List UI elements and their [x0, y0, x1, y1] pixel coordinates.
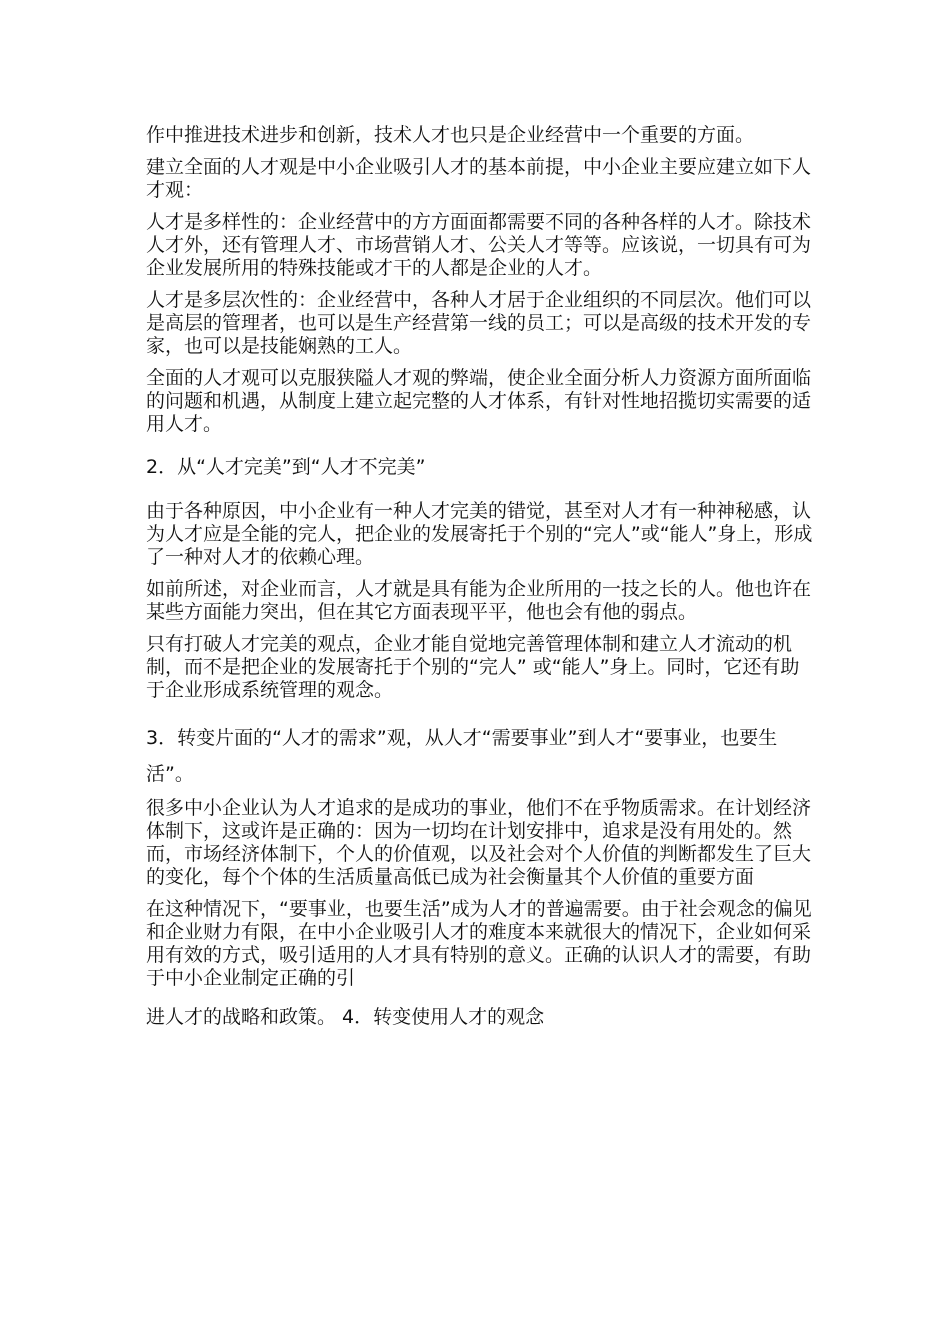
- paragraph: 如前所述，对企业而言，人才就是具有能为企业所用的一技之长的人。他也许在某些方面能力突出，但在其它方面表现平平，他也会有他的弱点。: [146, 578, 812, 623]
- paragraph: 作中推进技术进步和创新，技术人才也只是企业经营中一个重要的方面。: [146, 124, 755, 146]
- paragraph-continuation-with-heading-4: 进人才的战略和政策。 4．转变使用人才的观念: [146, 1006, 545, 1028]
- document-body: [146, 124, 816, 1035]
- paragraph: 全面的人才观可以克服狭隘人才观的弊端，使企业全面分析人力资源方面所面临的问题和机遇，从制度上建立起完整的人才体系，有针对性地招揽切实需要的适用人才。: [146, 367, 812, 435]
- paragraph: 在这种情况下，“要事业，也要生活”成为人才的普遍需要。由于社会观念的偏见和企业财力有限，在中小企业吸引人才的难度本来就很大的情况下，企业如何采用有效的方式，吸引适用的人才具有特别的意义。正确的认识人才的需要，有助于中小企业制定正确的引: [146, 898, 812, 989]
- section-heading-3: 3．转变片面的“人才的需求”观，从人才“需要事业”到人才“要事业，也要生活”。: [146, 727, 778, 785]
- paragraph: 人才是多层次性的：企业经营中，各种人才居于企业组织的不同层次。他们可以是高层的管理者，也可以是生产经营第一线的员工；可以是高级的技术开发的专家，也可以是技能娴熟的工人。: [146, 289, 812, 357]
- section-heading-2: 2．从“人才完美”到“人才不完美”: [146, 456, 426, 478]
- paragraph: 人才是多样性的：企业经营中的方方面面都需要不同的各种各样的人才。除技术人才外，还有管理人才、市场营销人才、公关人才等等。应该说，一切具有可为企业发展所用的特殊技能或才干的人都是企业的人才。: [146, 211, 812, 279]
- paragraph: 由于各种原因，中小企业有一种人才完美的错觉，甚至对人才有一种神秘感，认为人才应是全能的完人，把企业的发展寄托于个别的“完人”或“能人”身上，形成了一种对人才的依赖心理。: [146, 500, 813, 568]
- paragraph: 建立全面的人才观是中小企业吸引人才的基本前提，中小企业主要应建立如下人才观：: [146, 156, 812, 201]
- paragraph: 很多中小企业认为人才追求的是成功的事业，他们不在乎物质需求。在计划经济体制下，这或许是正确的：因为一切均在计划安排中，追求是没有用处的。然而，市场经济体制下，个人的价值观，以及社会对个人价值的判断都发生了巨大的变化，每个个体的生活质量高低已成为社会衡量其个人价值的重要方面: [146, 797, 812, 888]
- paragraph: 只有打破人才完美的观点，企业才能自觉地完善管理体制和建立人才流动的机制，而不是把企业的发展寄托于个别的“完人” 或“能人”身上。同时，它还有助于企业形成系统管理的观念。: [146, 633, 800, 701]
